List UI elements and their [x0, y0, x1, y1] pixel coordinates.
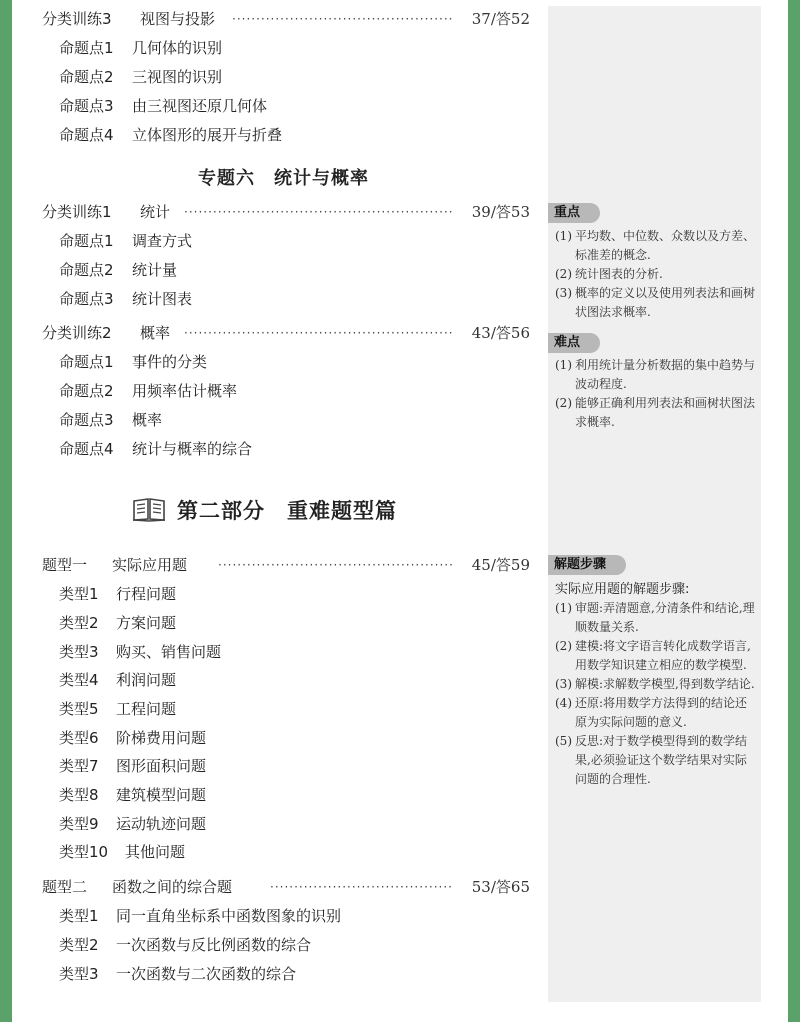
item-text: 统计图表 [132, 290, 193, 308]
item-text: 购买、销售问题 [116, 643, 222, 661]
item-num: 类型9 [59, 815, 99, 833]
item-num: 类型3 [59, 965, 99, 983]
difficulties-note [555, 356, 755, 432]
item-text: 几何体的识别 [132, 39, 223, 57]
type-item[interactable] [59, 584, 176, 604]
type-item[interactable] [59, 728, 206, 748]
key-points-tag: 重点 [548, 203, 600, 223]
item-text: 事件的分类 [132, 353, 208, 371]
item-text: 由三视图还原几何体 [132, 97, 268, 115]
item-text: 阶梯费用问题 [116, 729, 207, 747]
item-num: 命题点4 [59, 126, 114, 144]
item-text: 建筑模型问题 [116, 786, 207, 804]
item-text: 工程问题 [116, 700, 177, 718]
training-title: 概率 [140, 324, 171, 342]
item-text: 运动轨迹问题 [116, 815, 207, 833]
note-text: 反思:对于数学模型得到的数学结果,必须验证这个数学结果对实际问题的合理性. [575, 734, 748, 786]
note-text: 能够正确利用列表法和画树状图法求概率. [575, 396, 756, 429]
note-num: (4) [555, 696, 572, 710]
page-ref: 39/答53 [471, 203, 530, 221]
sub-item[interactable] [59, 352, 207, 372]
item-num: 命题点1 [59, 353, 114, 371]
item-num: 类型7 [59, 757, 99, 775]
page-ref: 37/答52 [471, 10, 530, 28]
item-num: 命题点2 [59, 68, 114, 86]
item-text: 统计与概率的综合 [132, 440, 253, 458]
note-item [555, 265, 755, 284]
note-item [555, 599, 755, 637]
note-item [555, 284, 755, 322]
type-item[interactable] [59, 935, 311, 955]
note-text: 审题:弄清题意,分清条件和结论,理顺数量关系. [575, 601, 755, 634]
item-num: 类型1 [59, 907, 99, 925]
item-num: 类型2 [59, 936, 99, 954]
note-text: 统计图表的分析. [575, 267, 663, 281]
note-num: (3) [555, 677, 572, 691]
type-item[interactable] [59, 756, 206, 776]
note-num: (1) [555, 229, 572, 243]
note-num: (2) [555, 639, 572, 653]
page-ref: 45/答59 [471, 556, 530, 574]
note-num: (5) [555, 734, 572, 748]
note-num: (1) [555, 358, 572, 372]
item-text: 立体图形的展开与折叠 [132, 126, 283, 144]
question-type-heading[interactable] [42, 555, 187, 575]
note-text: 还原:将用数学方法得到的结论还原为实际问题的意义. [575, 696, 748, 729]
sub-item[interactable] [59, 289, 192, 309]
type-label: 题型一 [42, 556, 88, 574]
item-text: 一次函数与二次函数的综合 [116, 965, 297, 983]
training-heading[interactable] [42, 323, 170, 343]
leader-dots [184, 202, 454, 222]
sub-item[interactable] [59, 125, 282, 145]
sub-item[interactable] [59, 38, 222, 58]
item-num: 命题点3 [59, 97, 114, 115]
note-num: (3) [555, 286, 572, 300]
note-item [555, 637, 755, 675]
type-title: 函数之间的综合题 [112, 878, 233, 896]
note-item [555, 732, 755, 789]
steps-tag: 解题步骤 [548, 555, 626, 575]
item-text: 同一直角坐标系中函数图象的识别 [116, 907, 342, 925]
item-text: 利润问题 [116, 671, 177, 689]
item-num: 命题点2 [59, 261, 114, 279]
item-num: 类型4 [59, 671, 99, 689]
type-item[interactable] [59, 699, 176, 719]
difficulties-tag: 难点 [548, 333, 600, 353]
type-item[interactable] [59, 964, 296, 984]
note-text: 解模:求解数学模型,得到数学结论. [575, 677, 755, 691]
leader-dots [270, 877, 454, 897]
page-ref: 43/答56 [471, 324, 530, 342]
leader-dots [184, 323, 454, 343]
training-heading[interactable] [42, 9, 215, 29]
item-text: 用频率估计概率 [132, 382, 238, 400]
book-icon [132, 496, 166, 522]
training-title: 统计 [140, 203, 171, 221]
item-num: 命题点3 [59, 411, 114, 429]
item-num: 类型10 [59, 843, 109, 861]
item-text: 一次函数与反比例函数的综合 [116, 936, 312, 954]
type-item[interactable] [59, 642, 221, 662]
item-num: 命题点3 [59, 290, 114, 308]
sub-item[interactable] [59, 67, 222, 87]
question-type-heading[interactable] [42, 877, 232, 897]
item-text: 图形面积问题 [116, 757, 207, 775]
item-text: 统计量 [132, 261, 178, 279]
steps-lead: 实际应用题的解题步骤: [555, 582, 690, 597]
leader-dots [218, 555, 454, 575]
item-num: 类型1 [59, 585, 99, 603]
sub-item[interactable] [59, 439, 252, 459]
topic-title: 专题六 统计与概率 [198, 168, 369, 189]
note-text: 建模:将文字语言转化成数学语言,用数学知识建立相应的数学模型. [575, 639, 751, 672]
leader-dots [232, 9, 454, 29]
type-title: 实际应用题 [112, 556, 188, 574]
note-text: 平均数、中位数、众数以及方差、标准差的概念. [575, 229, 756, 262]
item-text: 三视图的识别 [132, 68, 223, 86]
item-num: 命题点2 [59, 382, 114, 400]
key-points-note [555, 227, 755, 322]
item-num: 类型2 [59, 614, 99, 632]
note-text: 概率的定义以及使用列表法和画树状图法求概率. [575, 286, 756, 319]
training-label: 分类训练2 [42, 324, 112, 342]
note-item [555, 675, 755, 694]
note-item [555, 356, 755, 394]
item-num: 类型3 [59, 643, 99, 661]
type-item[interactable] [59, 842, 185, 862]
page-ref: 53/答65 [471, 878, 530, 896]
type-item[interactable] [59, 906, 341, 926]
type-item[interactable] [59, 785, 206, 805]
sub-item[interactable] [59, 96, 267, 116]
training-label: 分类训练3 [42, 10, 112, 28]
page [12, 0, 788, 1022]
note-item [555, 227, 755, 265]
note-item [555, 394, 755, 432]
item-text: 调查方式 [132, 232, 193, 250]
sub-item[interactable] [59, 231, 192, 251]
sub-item[interactable] [59, 381, 237, 401]
item-num: 命题点1 [59, 232, 114, 250]
item-num: 命题点1 [59, 39, 114, 57]
sub-item[interactable] [59, 410, 162, 430]
note-num: (2) [555, 267, 572, 281]
item-num: 类型6 [59, 729, 99, 747]
note-item [555, 694, 755, 732]
training-title: 视图与投影 [140, 10, 216, 28]
item-num: 类型5 [59, 700, 99, 718]
item-num: 类型8 [59, 786, 99, 804]
type-item[interactable] [59, 814, 206, 834]
item-text: 行程问题 [116, 585, 177, 603]
training-label: 分类训练1 [42, 203, 112, 221]
training-heading[interactable] [42, 202, 170, 222]
type-label: 题型二 [42, 878, 88, 896]
type-item[interactable] [59, 613, 176, 633]
type-item[interactable] [59, 670, 176, 690]
part-title: 第二部分 重难题型篇 [177, 498, 397, 523]
sidebar-panel [548, 6, 761, 1002]
note-text: 利用统计量分析数据的集中趋势与波动程度. [575, 358, 756, 391]
note-num: (2) [555, 396, 572, 410]
item-text: 概率 [132, 411, 163, 429]
item-text: 其他问题 [125, 843, 186, 861]
item-num: 命题点4 [59, 440, 114, 458]
item-text: 方案问题 [116, 614, 177, 632]
steps-note [555, 580, 755, 789]
note-num: (1) [555, 601, 572, 615]
sub-item[interactable] [59, 260, 177, 280]
